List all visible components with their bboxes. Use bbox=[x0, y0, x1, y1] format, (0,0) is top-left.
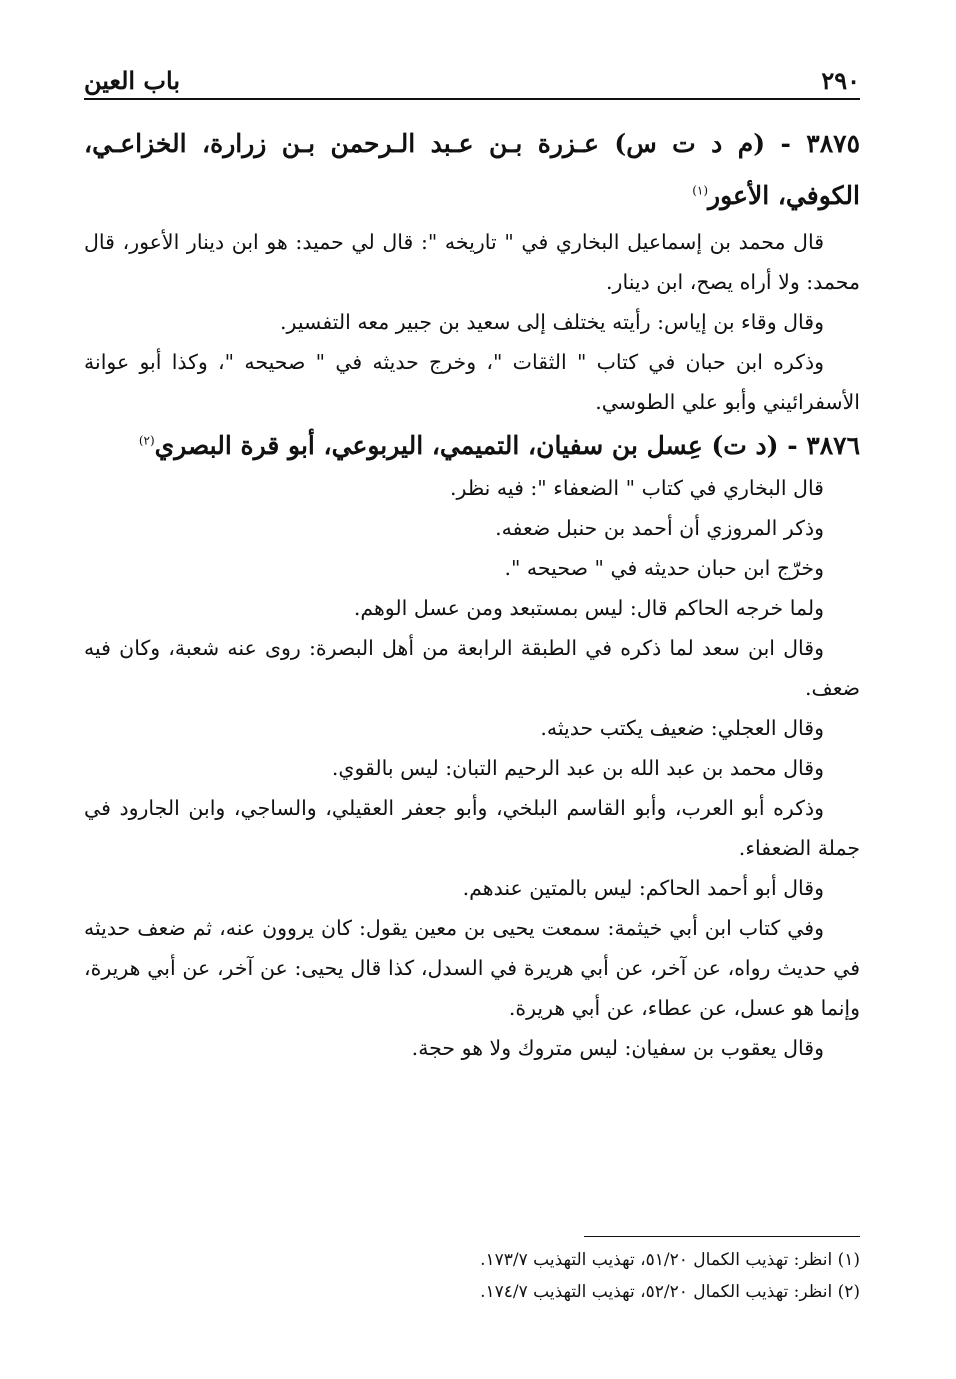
paragraph: وذكر المروزي أن أحمد بن حنبل ضعفه. bbox=[495, 516, 824, 540]
paragraph: وقال وقاء بن إياس: رأيته يختلف إلى سعيد بن جبير معه التفسير. bbox=[280, 310, 824, 334]
paragraph: ولما خرجه الحاكم قال: ليس بمستبعد ومن عسل الوهم. bbox=[353, 596, 824, 620]
page-number: ٢٩٠ bbox=[821, 66, 860, 95]
page-body bbox=[84, 118, 860, 1068]
paragraph: وخرّج ابن حبان حديثه في " صحيحه ". bbox=[504, 556, 824, 580]
page-header bbox=[84, 62, 860, 100]
paragraph: وقال يعقوب بن سفيان: ليس متروك ولا هو حجة. bbox=[411, 1036, 824, 1060]
entry-heading-text: ٣٨٧٦ - (د ت) عِسل بن سفيان، التميمي، اليربوعي، أبو قرة البصري bbox=[154, 431, 860, 460]
paragraph: وقال العجلي: ضعيف يكتب حديثه. bbox=[540, 716, 824, 740]
paragraph: وقال محمد بن عبد الله بن عبد الرحيم التبان: ليس بالقوي. bbox=[331, 756, 824, 780]
running-title: باب العين bbox=[84, 66, 181, 95]
footnote-ref: (٢) bbox=[138, 433, 155, 448]
footnote-divider bbox=[584, 1236, 860, 1237]
entry-heading bbox=[84, 118, 860, 222]
paragraph: وذكره أبو العرب، وأبو القاسم البلخي، وأبو جعفر العقيلي، والساجي، وابن الجارود في جملة الضعفاء. bbox=[84, 796, 860, 860]
entry-heading-text: ٣٨٧٥ - (م د ت س) عـزرة بـن عـبد الـرحمن بـن زرارة، الخزاعـي، الكوفي، الأعور bbox=[84, 129, 860, 210]
paragraph: وذكره ابن حبان في كتاب " الثقات "، وخرج حديثه في " صحيحه "، وكذا أبو عوانة الأسفرائيني وأبو علي الطوسي. bbox=[84, 350, 860, 414]
footnote: (١) انظر: تهذيب الكمال ٥١/٢٠، تهذيب التهذيب ١٧٣/٧. bbox=[480, 1250, 860, 1270]
entry-heading bbox=[84, 424, 860, 468]
paragraph: وقال ابن سعد لما ذكره في الطبقة الرابعة من أهل البصرة: روى عنه شعبة، وكان فيه ضعف. bbox=[84, 636, 860, 700]
footnote: (٢) انظر: تهذيب الكمال ٥٢/٢٠، تهذيب التهذيب ١٧٤/٧. bbox=[480, 1282, 860, 1302]
paragraph: وقال أبو أحمد الحاكم: ليس بالمتين عندهم. bbox=[462, 876, 824, 900]
paragraph: وفي كتاب ابن أبي خيثمة: سمعت يحيى بن معين يقول: كان يروون عنه، ثم ضعف حديثه في حديث رواه، عن آخر، عن أبي هريرة في السدل، كذا قال يحيى: عن آخر، عن أبي هريرة، وإنما هو عسل، عن عطاء، عن أبي هريرة. bbox=[84, 916, 860, 1020]
entry-3876 bbox=[84, 424, 860, 1068]
paragraph: قال محمد بن إسماعيل البخاري في " تاريخه ": قال لي حميد: هو ابن دينار الأعور، قال محمد: ولا أراه يصح، ابن دينار. bbox=[84, 230, 860, 294]
paragraph: قال البخاري في كتاب " الضعفاء ": فيه نظر. bbox=[450, 476, 824, 500]
entry-3875 bbox=[84, 118, 860, 422]
footnote-ref: (١) bbox=[692, 183, 709, 198]
footnotes bbox=[84, 1244, 860, 1308]
